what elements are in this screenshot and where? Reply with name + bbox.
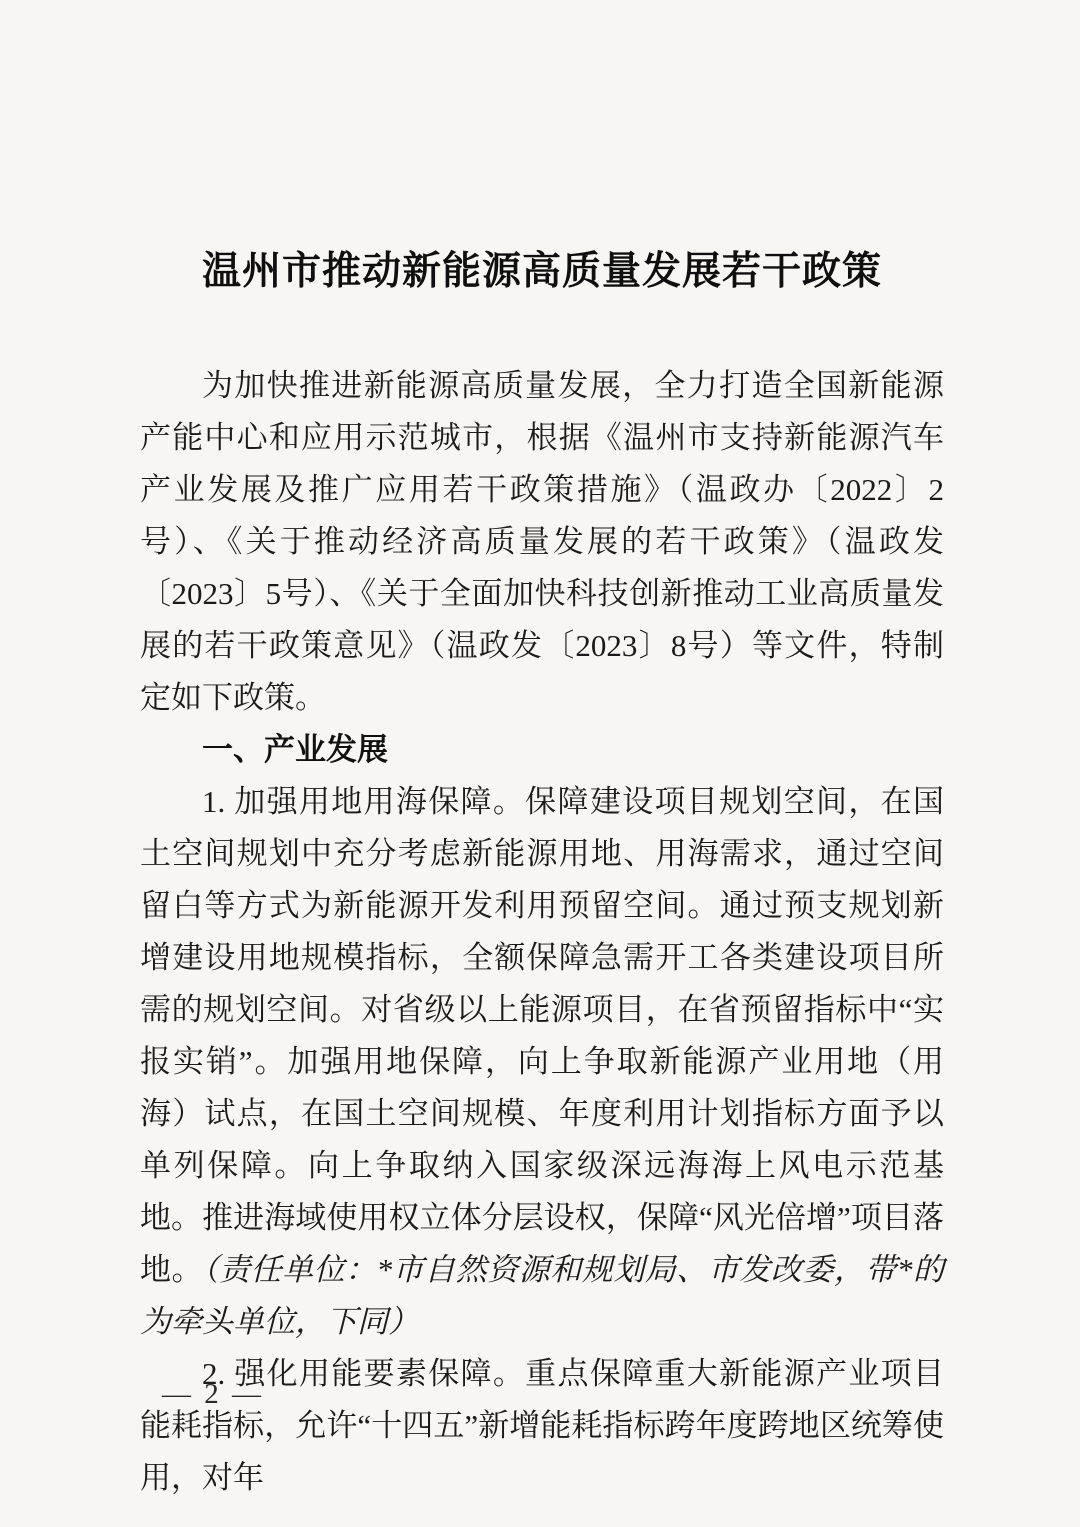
policy-item-1	[140, 776, 944, 1348]
policy-item-1-text: 1. 加强用地用海保障。保障建设项目规划空间，在国土空间规划中充分考虑新能源用地、用海需求，通过空间留白等方式为新能源开发利用预留空间。通过预支规划新增建设用地规模指标，全额保障急需开工各类建设项目所需的规划空间。对省级以上能源项目，在省预留指标中“实报实销”。加强用地保障，向上争取新能源产业用地（用海）试点，在国土空间规模、年度利用计划指标方面予以单列保障。向上争取纳入国家级深远海海上风电示范基地。推进海域使用权立体分层设权，保障“风光倍增”项目落地。	[140, 784, 944, 1287]
document-title: 温州市推动新能源高质量发展若干政策	[201, 250, 882, 293]
section-heading-industry-development: 一、产业发展	[202, 732, 388, 767]
page-number: — 2 —	[162, 1378, 264, 1410]
intro-paragraph: 为加快推进新能源高质量发展，全力打造全国新能源产能中心和应用示范城市，根据《温州市支持新能源汽车产业发展及推广应用若干政策措施》（温政办〔2022〕2号）、《关于推动经济高质量发展的若干政策》（温政发〔2023〕5号）、《关于全面加快科技创新推动工业高质量发展的若干政策意见》（温政发〔2023〕8号）等文件，特制定如下政策。	[140, 368, 944, 715]
responsibility-note: （责任单位：*市自然资源和规划局、市发改委，带*的为牵头单位，下同）	[140, 1252, 945, 1339]
document-body	[140, 360, 944, 1504]
policy-item-2: 2. 强化用能要素保障。重点保障重大新能源产业项目能耗指标，允许“十四五”新增能耗指标跨年度跨地区统筹使用，对年	[140, 1356, 944, 1495]
